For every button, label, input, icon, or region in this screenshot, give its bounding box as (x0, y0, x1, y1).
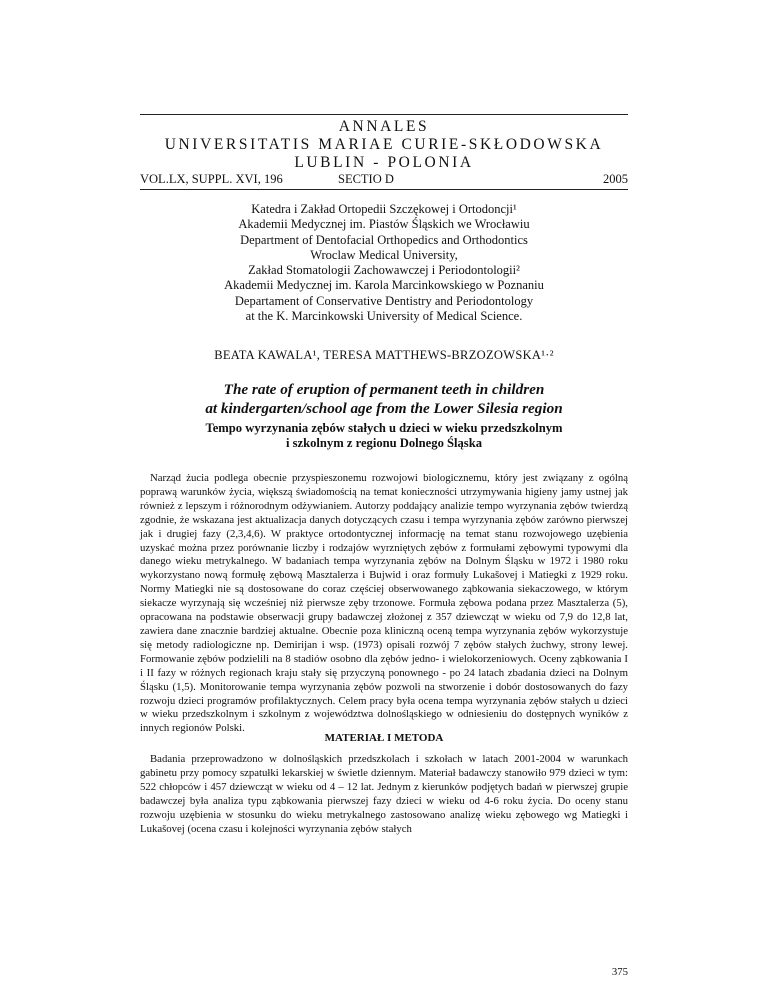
title-pl-line: Tempo wyrzynania zębów stałych u dzieci w wieku przedszkolnym (205, 421, 563, 435)
affiliation-line: at the K. Marcinkowski University of Medical Science. (245, 309, 523, 324)
journal-line-2: UNIVERSITATIS MARIAE CURIE-SKŁODOWSKA (164, 136, 604, 153)
year: 2005 (603, 172, 628, 186)
affiliation-line: Department of Dentofacial Orthopedics and Orthodontics (240, 232, 528, 247)
affiliation-line: Akademii Medycznej im. Piastów Śląskich we Wrocławiu (238, 217, 530, 232)
affiliation-line: Akademii Medycznej im. Karola Marcinkowskiego w Poznaniu (224, 278, 544, 293)
article-title-polish (140, 421, 628, 451)
title-en-line: at kindergarten/school age from the Lower Silesia region (205, 400, 563, 417)
journal-masthead (140, 118, 628, 172)
method-paragraph: Badania przeprowadzono w dolnośląskich przedszkolach i szkołach w latach 2001-2004 w warunkach gabinetu przy pomocy szpatułki lekarskiej w świetle dziennym. Materiał badawczy stanowiło 979 dzieci w tym: 522 chłopców i 457 dziewcząt w wieku od 4 – 12 lat. Jednym z kierunków podjętych badań w pierwszej grupie badawczej była analiza typu ząbkowania pierwszej fazy dzieci w wieku od 4-6 roku życia. Do oceny stanu rozwoju uzębienia w stosunku do wieku metrykalnego zastosowano analizę wieku zębowego wg Matiegki i Lukašovej (ocena czasu i kolejności wyrzynania zębów stałych (140, 753, 628, 835)
page-number: 375 (611, 966, 628, 978)
header-rule-top (140, 114, 628, 115)
volume-row (140, 172, 628, 188)
journal-line-3: LUBLIN - POLONIA (294, 154, 474, 171)
journal-line-1: ANNALES (338, 118, 430, 135)
introduction-paragraph: Narząd żucia podlega obecnie przyspieszonemu rozwojowi biologicznemu, który jest związany z ogólną poprawą warunków życia, większą świadomością na temat konieczności utrzymywania higieny jamy ustnej jak również z lepszym i różnorodnym odżywianiem. Autorzy poddający analizie tempo wyrzynania zębów twierdzą zgodnie, że wskazana jest aktualizacja danych dotyczących czasu i tempa wyrzynania zębów zarówno pierwszej jak i drugiej fazy (2,3,4,6). W praktyce ortodontycznej informację na temat stanu rozwojowego uzębienia uzyskać można przez porównanie liczby i rodzajów wyrzniętych zębów z formułami zębowymi typowymi dla danego wieku metrykalnego. W badaniach tempa wyrzynania zębów na Dolnym Śląsku w 1972 i 1980 roku wykorzystano nową formułę zębową Masztalerza i Bujwid i oraz formuły Lukašovej i Matiegki z 1929 roku. Normy Matiegki nie są dostosowane do coraz częściej obserwowanego ząbkowania siekaczowego, w którym siekacze wyrzynają się wcześniej niż pierwsze zęby trzonowe. Formuła zębowa podana przez Masztalerza (5), opracowana na podstawie obserwacji grupy badawczej złożonej z 357 dziewcząt w wieku od 7,9 do 12,8 lat, zawiera dane znacznie bardziej aktualne. Obecnie poza kliniczną oceną tempa wyrzynania zębów wykorzystuje się metody radiologiczne np. Demirijan i wsp. (1973) opisali rozwój 7 zębów stałych żuchwy, strony lewej. Formowanie zębów podzielili na 8 stadiów osobno dla zębów jedno- i wielokorzeniowych. Oceny ząbkowania I i II fazy w różnych regionach kraju stały się przyczyną ponownego - po 24 latach zbadania dzieci na Dolnym Śląsku (1,5). Monitorowanie tempa wyrzynania zębów pozwoli na stworzenie i dobór dostosowanych do fazy rozwoju dzieci programów profilaktycznych. Celem pracy była ocena tempa wyrzynania zębów stałych u dzieci w wieku przedszkolnym i szkolnym z województwa dolnośląskiego w odniesieniu do dostępnych wyników z innych regionów Polski. (140, 472, 628, 735)
article-title-english (140, 380, 628, 418)
section-heading: MATERIAŁ I METODA (324, 732, 444, 744)
affiliation-line: Katedra i Zakład Ortopedii Szczękowej i Ortodoncji¹ (251, 202, 517, 216)
affiliation-line: Departament of Conservative Dentistry and Periodontology (234, 293, 534, 308)
authors: BEATA KAWALA¹, TERESA MATTHEWS-BRZOZOWSKA¹·² (214, 348, 554, 362)
volume-info: VOL.LX, SUPPL. XVI, 196 (140, 172, 283, 186)
affiliations (140, 202, 628, 324)
header-rule-bottom (140, 189, 628, 190)
affiliation-line: Zakład Stomatologii Zachowawczej i Periodontologii² (248, 263, 520, 278)
section-info: SECTIO D (338, 172, 394, 186)
title-en-line: The rate of eruption of permanent teeth in children (223, 381, 545, 398)
title-pl-line: i szkolnym z regionu Dolnego Śląska (285, 436, 483, 450)
affiliation-line: Wroclaw Medical University, (310, 247, 458, 262)
